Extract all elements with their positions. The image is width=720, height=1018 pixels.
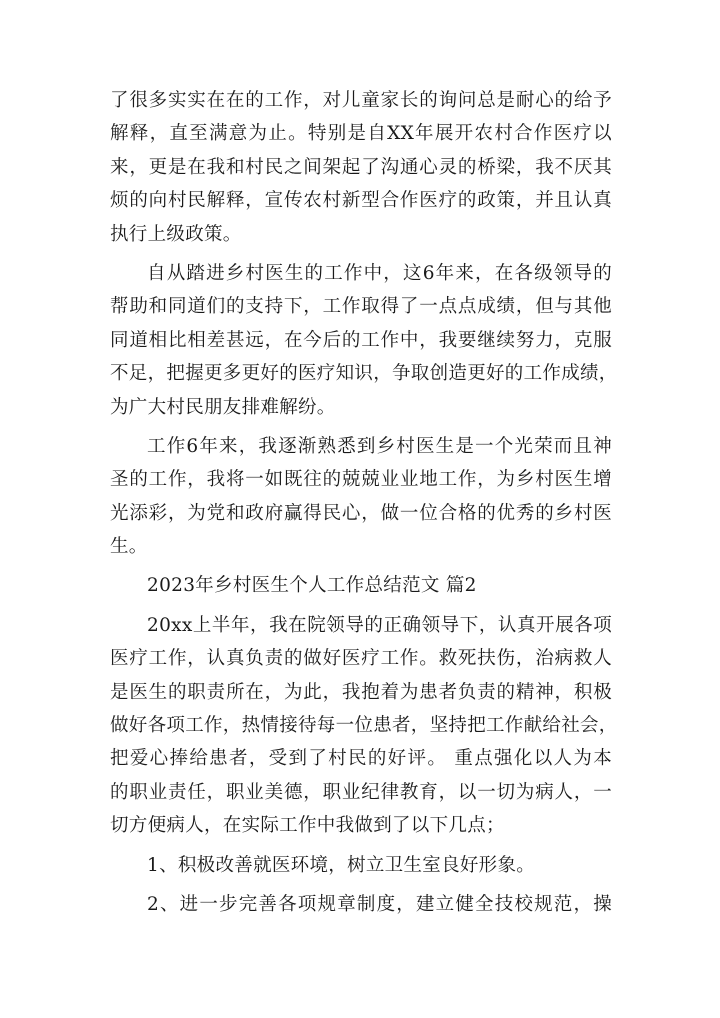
text-line: 做好各项工作，热情接待每一位患者，坚持把工作献给社会， [110, 715, 618, 737]
text-line: 帮助和同道们的支持下，工作取得了一点点成绩，但与其他 [110, 296, 612, 318]
text-line: 1、积极改善就医环境，树立卫生室良好形象。 [147, 854, 536, 876]
text-line: 切方便病人，在实际工作中我做到了以下几点； [110, 815, 505, 837]
heading-line: 2023年乡村医生个人工作总结范文 篇2 [147, 575, 477, 597]
paragraph [110, 84, 612, 251]
paragraph [110, 609, 618, 843]
text-line: 圣的工作，我将一如既往的兢兢业业地工作，为乡村医生增 [110, 469, 612, 491]
text-line: 同道相比相差甚远，在今后的工作中，我要继续努力，克服 [110, 329, 612, 351]
paragraph [110, 430, 612, 564]
text-line: 解释，直至满意为止。特别是自XX年展开农村合作医疗以 [110, 123, 612, 145]
paragraph [110, 257, 618, 424]
document-page [110, 84, 618, 921]
text-line: 不足，把握更多更好的医疗知识，争取创造更好的工作成绩， [110, 363, 618, 385]
list-item [110, 849, 612, 882]
text-line: 生。 [110, 536, 148, 558]
text-line: 是医生的职责所在，为此，我抱着为患者负责的精神，积极 [110, 681, 612, 703]
text-line: 光添彩，为党和政府赢得民心，做一位合格的优秀的乡村医 [110, 502, 612, 524]
text-line: 来，更是在我和村民之间架起了沟通心灵的桥梁，我不厌其 [110, 156, 612, 178]
text-line: 了很多实实在在的工作，对儿童家长的询问总是耐心的给予 [110, 90, 612, 111]
text-line: 20xx上半年，我在院领导的正确领导下，认真开展各项 [147, 614, 612, 636]
text-line: 自从踏进乡村医生的工作中，这6年来，在各级领导的 [147, 262, 612, 284]
text-line: 为广大村民朋友排难解纷。 [110, 396, 336, 418]
text-line: 把爱心捧给患者，受到了村民的好评。 重点强化以人为本 [110, 748, 612, 770]
text-line: 工作6年来，我逐渐熟悉到乡村医生是一个光荣而且神 [147, 435, 612, 457]
list-item [110, 888, 612, 921]
text-line: 执行上级政策。 [110, 223, 242, 245]
text-line: 烦的向村民解释，宣传农村新型合作医疗的政策，并且认真 [110, 190, 612, 212]
text-line: 2、进一步完善各项规章制度，建立健全技校规范，操 [147, 893, 612, 915]
text-line: 的职业责任，职业美德，职业纪律教育，以一切为病人，一 [110, 781, 612, 803]
text-line: 医疗工作，认真负责的做好医疗工作。救死扶伤，治病救人 [110, 648, 612, 670]
section-heading [110, 569, 612, 602]
